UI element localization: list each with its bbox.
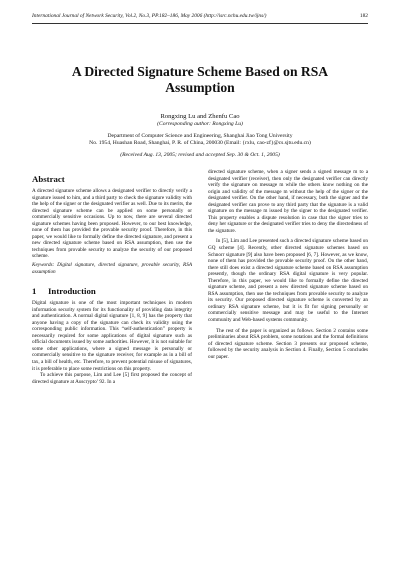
- intro-paragraph-1: Digital signature is one of the most important techniques in modern information security system for its functionality of providing data integrity and authentication. A normal digital signature [1, 8, 9] has the property that anyone having a copy of the signature can check its validity using the corresponding public information. This “self-authentication” property is necessarily required for some applications of digital signature such as official documents issued by some authorities. However, it is not suitable for some other applications, where a signed message is personally or commercially sensitive to the signature receiver, for example as in a bill of tax, a bill of health, etc. Therefore, to prevent potential misuse of signatures, it is preferable to place some restrictions on this property.: [32, 300, 192, 372]
- section-title: Introduction: [48, 286, 96, 297]
- right-paragraph-1: directed signature scheme, when a signer sends a signed message m to a designated verifier (receiver), then only the designated verifier can directly verify the signature on message m while the others know nothing on the origin and validity of the message m without the help of the signer or the designated verifier. On the other hand, if necessary, both the signer and the designated verifier can prove to any third party that the signature is a valid signature on the message m issued by the signer to the designated verifier. This property enables a dispute resolution in case that the signer tries to deny her signature or the designated verifier tries to deny the directedness of the signature.: [208, 169, 368, 234]
- page-number: 182: [359, 13, 368, 19]
- introduction-heading: [32, 286, 192, 297]
- right-paragraph-3: The rest of the paper is organized as follows. Section 2 contains some preliminaries about RSA problem, some notations and the formal definitions of directed signature scheme. Section 3 presents our proposed scheme, followed by the security analysis in Section 4. Finally, Section 5 concludes our paper.: [208, 327, 368, 360]
- affiliation-line-1: Department of Computer Science and Engineering, Shanghai Jiao Tong University: [107, 133, 293, 139]
- keywords: Keywords: Digital signature, directed signature, provable security, RSA assumption: [32, 262, 192, 275]
- right-column: [208, 169, 368, 385]
- running-header: [32, 13, 368, 24]
- intro-paragraph-2: To achieve this purpose, Lim and Lee [5] first proposed the concept of directed signature at Auscrypto’ 92. In a: [32, 372, 192, 385]
- left-column: [32, 169, 192, 385]
- affiliation: [32, 133, 368, 147]
- received-dates: (Received Aug. 13, 2005; revised and accepted Sep. 30 & Oct. 1, 2005): [120, 152, 280, 158]
- journal-citation: International Journal of Network Security, Vol.2, No.3, PP.182–186, May 2006 (http://isrc.nchu.edu.tw/ijns/): [32, 13, 267, 19]
- abstract-text: A directed signature scheme allows a designated verifier to directly verify a signature issued to him, and a third party to check the signature validity with the help of the signer or the designated verifier as well. Due to its merits, the directed signature scheme can be applied on some personally or commercially sensitive occasions. Up to now, there are several directed signature schemes having been proposed. However, to our best knowledge, none of them has provided the provable security proof. Therefore, in this paper, we would like to formally define the directed signature, and present a new directed signature scheme based on RSA assumption, then use the techniques from provable security to analyze the security of our proposed scheme.: [32, 188, 192, 260]
- right-paragraph-2: In [5], Lim and Lee presented such a directed signature scheme based on GQ scheme [4]. Recently, other directed signature schemes based on Schnorr signature [9] also have been proposed [6, 7]. However, as we know, none of them has provided the provable security proof. On the other hand, there still does exist a directed signature scheme based on RSA assumption presently, though the ordinary RSA digital signature is very popular. Therefore, in this paper, we would like to formally define the directed signature scheme, and present a new directed signature scheme based on RSA assumption, then use the techniques from provable security to analyze its security. Our proposed directed signature scheme is converted by an ordinary RSA signature scheme, but it is fit for signing personally or commercially sensitive message and may be useful to the Internet community and Web-based systems community.: [208, 238, 368, 324]
- abstract-heading: Abstract: [32, 174, 65, 184]
- paper-title: A Directed Signature Scheme Based on RSA Assumption: [71, 64, 329, 95]
- author-names: Rongxing Lu and Zhenfu Cao: [160, 113, 240, 120]
- section-number: 1: [32, 286, 37, 297]
- corresponding-author: (Corresponding author: Rongxing Lu): [157, 121, 243, 127]
- affiliation-line-2: No. 1954, Huashan Road, Shanghai, P. R. of China, 200030 (Email: {rxlu, cao-zf}@cs.sjtu.edu.cn): [89, 140, 311, 146]
- two-column-body: [32, 169, 368, 385]
